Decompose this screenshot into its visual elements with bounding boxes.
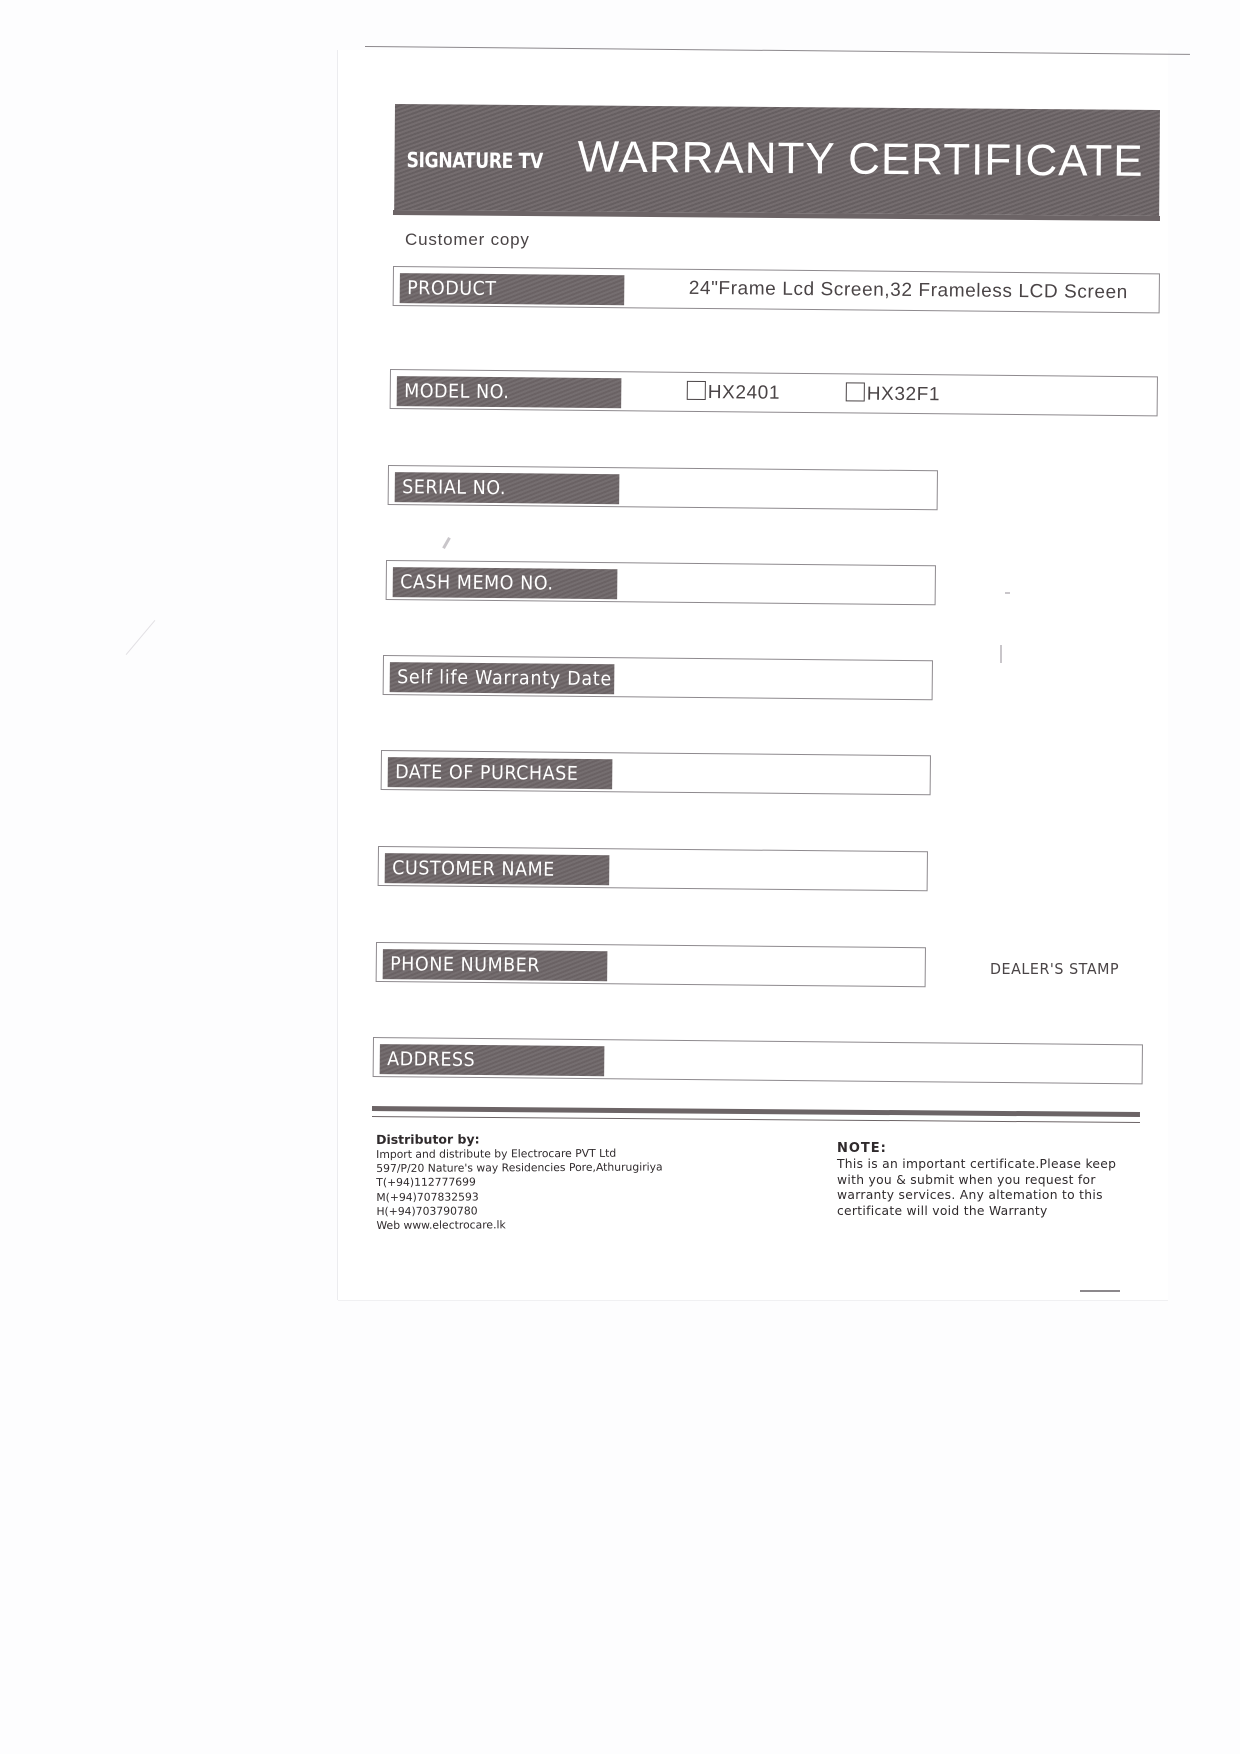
note-heading: NOTE: [837,1141,887,1156]
customer-name-label: CUSTOMER NAME [385,853,610,885]
scan-mark [1005,592,1010,594]
note-line: with you & submit when you request for [837,1172,1096,1187]
distributor-address: 597/P/20 Nature's way Residencies Pore,Athurugiriya [376,1160,663,1176]
customer-name-input[interactable] [639,858,919,883]
purchase-date-row [381,750,931,795]
cash-memo-input[interactable] [647,572,927,597]
distributor-telephone: T(+94)112777699 [376,1175,476,1190]
checkbox-hx32f1[interactable] [846,382,865,401]
distributor-heading: Distributor by: [376,1131,480,1147]
warranty-date-input[interactable] [644,667,924,692]
note-line: warranty services. Any altemation to this [837,1188,1103,1202]
checkbox-hx2401[interactable] [687,381,706,400]
phone-label: PHONE NUMBER [383,949,608,981]
scan-mark [126,620,156,655]
warranty-date-row [383,655,933,700]
brand-name: SIGNATURE TV [406,148,543,174]
serial-label: SERIAL NO. [395,472,620,504]
distributor-website: Web www.electrocare.lk [376,1218,506,1233]
distributor-line: Import and distribute by Electrocare PVT Ltd [376,1146,617,1161]
address-input[interactable] [634,1049,1124,1076]
serial-input[interactable] [649,477,929,502]
distributor-info [376,1130,663,1234]
note-line: certificate will void the Warranty [837,1203,1048,1218]
purchase-date-label: DATE OF PURCHASE [388,757,613,789]
header-band [394,104,1160,216]
product-value[interactable]: 24"Frame Lcd Screen,32 Frameless LCD Screen [688,277,1128,304]
model-label: MODEL NO. [397,376,622,408]
cash-memo-label: CASH MEMO NO. [393,567,618,599]
address-label: ADDRESS [380,1044,605,1076]
scan-mark [1000,645,1002,663]
model-option-label: HX2401 [707,382,781,404]
distributor-mobile: M(+94)707832593 [376,1190,479,1204]
distributor-hotline: H(+94)703790780 [376,1204,478,1218]
product-row [393,266,1160,313]
page-title: WARRANTY CERTIFICATE [577,132,1144,186]
phone-input[interactable] [637,954,917,979]
customer-name-row [378,846,928,891]
model-row [390,369,1158,416]
copy-label: Customer copy [405,230,530,249]
dealer-stamp-label: DEALER'S STAMP [990,960,1120,978]
warranty-date-label: Self life Warranty Date [390,662,615,694]
phone-row [376,942,926,987]
model-option-hx2401[interactable] [687,381,780,405]
purchase-date-input[interactable] [642,762,922,787]
model-option-hx32f1[interactable] [846,382,941,406]
product-label: PRODUCT [400,273,625,305]
address-row [373,1037,1143,1084]
model-option-label: HX32F1 [866,383,941,406]
warranty-note [837,1140,1167,1219]
cash-memo-row [386,560,936,605]
scan-mark [1080,1290,1120,1292]
note-line: This is an important certificate.Please keep [837,1157,1117,1171]
serial-row [388,465,938,510]
